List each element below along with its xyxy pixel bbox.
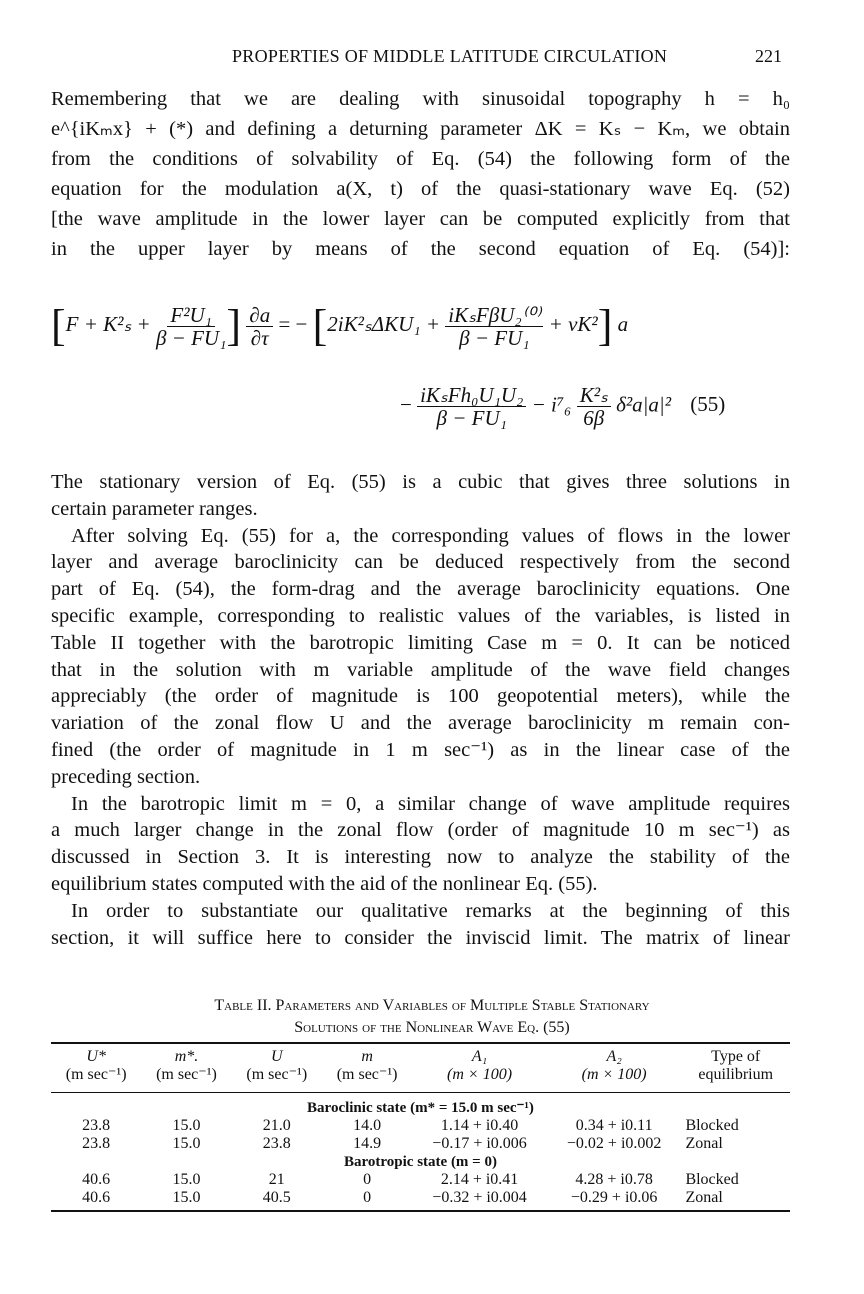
eq-term: + νK²	[548, 311, 598, 336]
text-line: in the upper layer by means of the second equation of Eq. (54)]:	[51, 238, 790, 260]
table-cell: 0.34 + i0.11	[575, 1117, 653, 1134]
header-row	[51, 1066, 790, 1093]
column-header: (m sec⁻¹)	[156, 1066, 217, 1083]
table-cell: Zonal	[685, 1189, 723, 1206]
table-cell: 21	[268, 1171, 285, 1188]
eq-fraction	[246, 304, 273, 349]
eq-denominator: β − FU₁	[436, 406, 507, 430]
table-cell: 15.0	[172, 1189, 201, 1206]
section-title: Baroclinic state (m* = 15.0 m sec⁻¹)	[307, 1100, 534, 1116]
table-cell: 15.0	[172, 1117, 201, 1134]
text-line: appreciably (the order of magnitude is 100 geopotential meters), while the	[51, 685, 790, 708]
text-line: In order to substantiate our qualitative remarks at the beginning of this	[71, 899, 790, 922]
table-cell: −0.29 + i0.06	[570, 1189, 658, 1206]
table-cell: Zonal	[685, 1135, 723, 1152]
text-line: variation of the zonal flow U and the average baroclinicity m remain con-	[51, 712, 790, 735]
text-line: fined (the order of magnitude in 1 m sec⁻¹) as in the linear case of the	[51, 738, 790, 761]
table-cell: Blocked	[685, 1171, 739, 1188]
text-line: e^{iKₘx} + (*) and defining a deturning parameter ΔK = Kₛ − Kₘ, we obtain	[51, 118, 790, 140]
table-cell: 23.8	[262, 1135, 291, 1152]
eq-numerator: K²ₛ	[577, 384, 611, 407]
text-line: from the conditions of solvability of Eq. (54) the following form of the	[51, 148, 790, 170]
text-line: The stationary version of Eq. (55) is a cubic that gives three solutions in	[51, 471, 790, 493]
table-cell: −0.02 + i0.002	[566, 1135, 662, 1152]
table-cell: −0.32 + i0.004	[432, 1189, 527, 1206]
eq-denominator: 6β	[583, 406, 605, 430]
column-header: equilibrium	[698, 1066, 774, 1083]
equation-55-line1	[51, 302, 628, 350]
eq-term: = −	[278, 311, 308, 336]
table-cell: 40.6	[82, 1189, 111, 1206]
table-cell: 15.0	[172, 1135, 201, 1152]
table-row	[51, 1189, 790, 1211]
section-row	[51, 1153, 790, 1171]
column-header: U*	[86, 1048, 106, 1065]
column-header: Type of	[711, 1048, 761, 1065]
header-row	[51, 1043, 790, 1066]
text-line: part of Eq. (54), the form-drag and the average baroclinicity equations. One	[51, 578, 790, 601]
column-header: m*.	[174, 1048, 199, 1065]
text-line: After solving Eq. (55) for a, the corresponding values of flows in the lower	[71, 524, 790, 547]
table-row	[51, 1135, 790, 1153]
table-cell: 40.5	[262, 1189, 291, 1206]
table-caption-line1: Table II. Parameters and Variables of Multiple Stable Stationary	[214, 997, 650, 1014]
eq-term: 2iK²ₛΔKU₁ +	[327, 311, 440, 336]
eq-numerator: ∂a	[246, 304, 273, 327]
text-line: discussed in Section 3. It is interesting now to analyze the stability of the	[51, 846, 790, 869]
text-line: specific example, corresponding to realistic values of the variables, is listed in	[51, 604, 790, 627]
table-cell: Blocked	[685, 1117, 739, 1134]
eq-numerator: iKₛFh₀U₁U₂	[417, 384, 526, 407]
eq-term: a	[617, 311, 629, 336]
text-line: Remembering that we are dealing with sinusoidal topography h = h₀	[51, 88, 790, 110]
paragraph-1	[51, 84, 790, 264]
text-line: In the barotropic limit m = 0, a similar change of wave amplitude requires	[71, 792, 790, 815]
text-line: that in the solution with m variable amplitude of the wave field changes	[51, 658, 790, 681]
table-cell: 14.9	[353, 1135, 382, 1152]
eq-term: − i⁷₆	[531, 392, 572, 417]
eq-denominator: β − FU₁	[459, 325, 530, 350]
table-cell: 4.28 + i0.78	[575, 1171, 653, 1188]
table-cell: 14.0	[353, 1117, 382, 1134]
table-row	[51, 1117, 790, 1135]
table-row	[51, 1171, 790, 1189]
section-title: Barotropic state (m = 0)	[344, 1154, 497, 1170]
table-cell: 1.14 + i0.40	[440, 1117, 519, 1134]
table-caption-line2: Solutions of the Nonlinear Wave Eq. (55)	[294, 1019, 570, 1036]
column-header: A₂	[606, 1048, 622, 1065]
table-cell: 0	[363, 1171, 372, 1188]
text-line: equation for the modulation a(X, t) of the quasi-stationary wave Eq. (52)	[51, 178, 790, 200]
eq-fraction	[156, 304, 226, 349]
table-cell: 2.14 + i0.41	[440, 1171, 519, 1188]
text-line: certain parameter ranges.	[51, 497, 258, 520]
eq-fraction	[417, 384, 526, 429]
eq-numerator: F²U₁	[167, 304, 215, 327]
column-header: (m × 100)	[447, 1066, 513, 1083]
eq-term: −	[400, 392, 412, 417]
right-bracket: ]	[597, 301, 613, 350]
table-cell: 23.8	[82, 1135, 111, 1152]
column-header: (m sec⁻¹)	[336, 1066, 398, 1083]
eq-numerator: iKₛFβU₂⁽⁰⁾	[445, 304, 543, 327]
eq-fraction	[577, 384, 611, 429]
page-number: 221	[755, 46, 782, 66]
table-cell: 23.8	[82, 1117, 111, 1134]
text-line: Table II together with the barotropic limiting Case m = 0. It can be noticed	[51, 631, 790, 654]
table-cell: −0.17 + i0.006	[432, 1135, 527, 1152]
left-bracket: [	[51, 301, 66, 350]
header-title: PROPERTIES OF MIDDLE LATITUDE CIRCULATION	[232, 46, 668, 66]
paragraph-2	[51, 469, 790, 951]
eq-denominator: ∂τ	[250, 325, 269, 350]
text-line: a much larger change in the zonal flow (order of magnitude 10 m sec⁻¹) as	[51, 819, 790, 842]
eq-denominator: β − FU₁	[155, 325, 227, 350]
column-header: (m sec⁻¹)	[246, 1066, 308, 1083]
text-line: layer and average baroclinicity can be deduced respectively from the second	[51, 551, 790, 574]
column-header: A₁	[471, 1048, 488, 1065]
table-ii	[51, 1042, 790, 1212]
text-line: preceding section.	[51, 765, 201, 788]
text-line: equilibrium states computed with the aid of the nonlinear Eq. (55).	[51, 872, 598, 895]
section-row	[51, 1093, 790, 1118]
table-cell: 0	[363, 1189, 372, 1206]
text-line: [the wave amplitude in the lower layer can be computed explicitly from that	[51, 208, 790, 230]
column-header: (m sec⁻¹)	[65, 1066, 127, 1083]
table-cell: 40.6	[82, 1171, 111, 1188]
eq-term: F + K²ₛ +	[65, 311, 151, 336]
table-cell: 21.0	[262, 1117, 291, 1134]
eq-term: δ²a|a|²	[616, 392, 671, 417]
text-line: section, it will suffice here to consider the inviscid limit. The matrix of linear	[51, 926, 790, 949]
eq-fraction	[445, 304, 543, 349]
column-header: m	[361, 1048, 373, 1065]
table-cell: 15.0	[172, 1171, 201, 1188]
equation-55-line2	[400, 384, 725, 429]
equation-number: (55)	[690, 392, 726, 417]
column-header: U	[271, 1048, 283, 1065]
right-bracket: ]	[226, 301, 242, 350]
column-header: (m × 100)	[581, 1066, 647, 1083]
left-bracket: [	[312, 301, 328, 350]
